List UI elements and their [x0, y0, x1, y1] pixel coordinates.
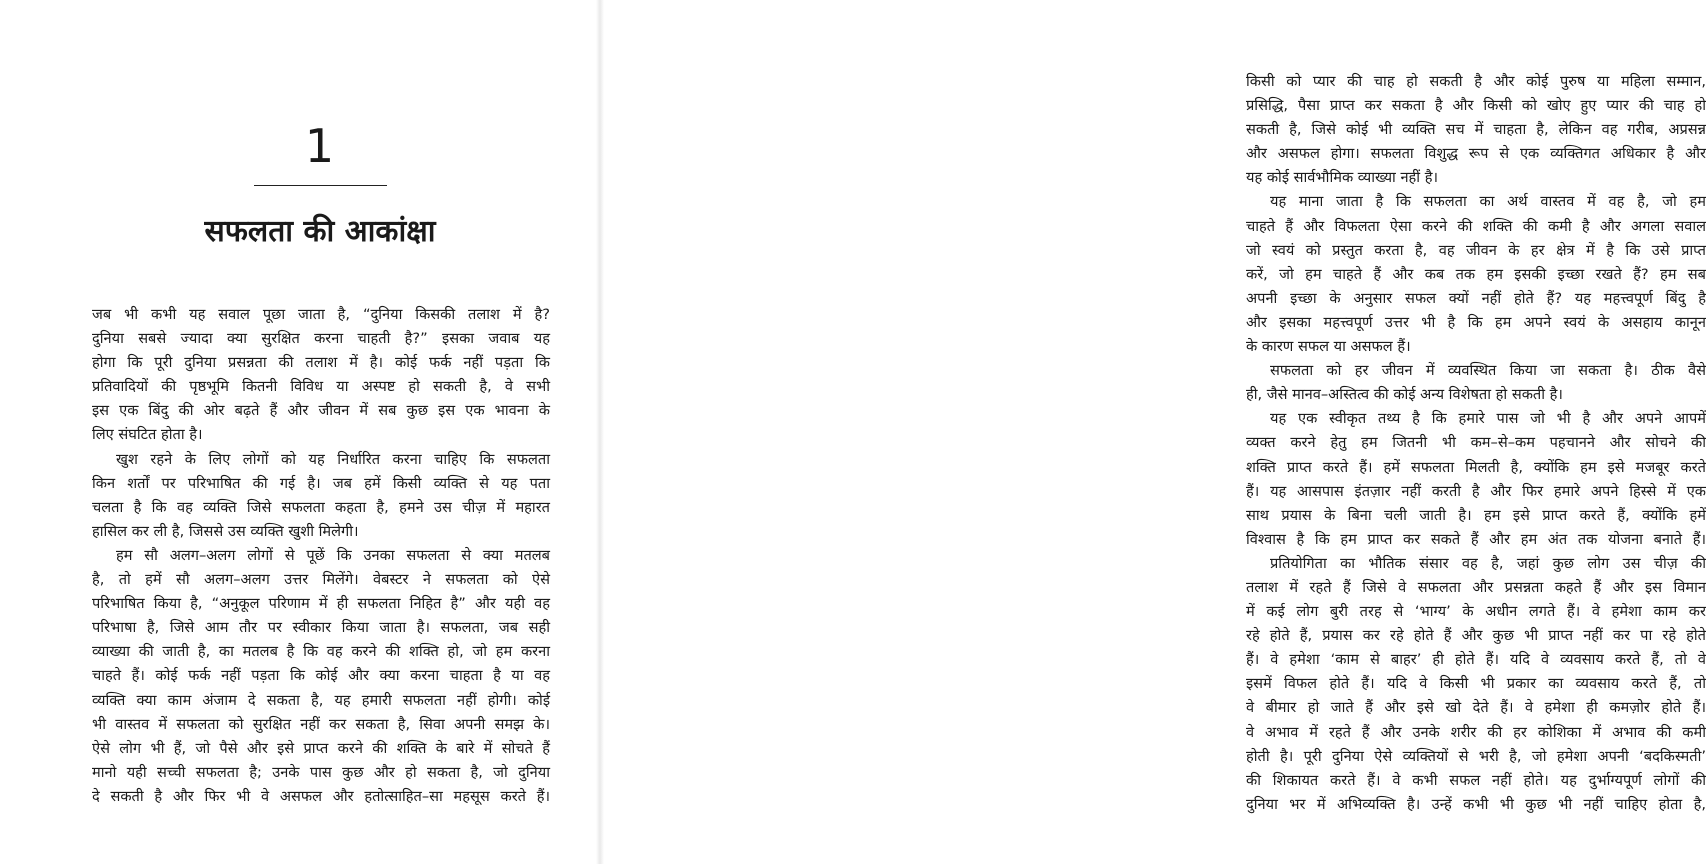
right-page [600, 0, 1706, 864]
text-line: में कई लोग बुरी तरह से ‘भाग्य’ के अधीन लगते हैं। वे हमेशा काम कर [1246, 603, 1706, 621]
text-line: सकती है, जिसे कोई भी व्यक्ति सच में चाहता है, लेकिन वह गरीब, अप्रसन्न [1246, 121, 1706, 139]
text-line: अपनी इच्छा के अनुसार सफल क्यों नहीं होते हैं? यह महत्त्वपूर्ण बिंदु है [1246, 289, 1706, 307]
text-line: व्यक्ति क्या काम अंजाम दे सकता है, यह हमारी सफलता नहीं होगी। कोई [92, 691, 550, 709]
text-line: मानो यही सच्ची सफलता है; उनके पास कुछ और हो सकता है, जो दुनिया [92, 763, 550, 781]
text-line: हम सौ अलग–अलग लोगों से पूछें कि उनका सफलता से क्या मतलब [116, 546, 550, 564]
text-line: वे अभाव में रहते हैं और उनके शरीर की हर कोशिका में अभाव की कमी [1246, 723, 1706, 741]
text-line: की शिकायत करते हैं। वे कभी सफल नहीं होते। यह दुर्भाग्यपूर्ण लोगों की [1246, 771, 1706, 789]
text-line: परिभाषित किया है, “अनुकूल परिणाम में ही सफलता निहित है” और यही वह [92, 595, 550, 613]
text-line: और असफल होगा। सफलता विशुद्ध रूप से एक व्यक्तिगत अधिकार है और [1246, 145, 1706, 163]
text-line: यह एक स्वीकृत तथ्य है कि हमारे पास जो भी है और अपने आपमें [1270, 410, 1706, 428]
text-line: हासिल कर ली है, जिससे उस व्यक्ति खुशी मिलेगी। [92, 522, 359, 540]
text-line: प्रतियोगिता का भौतिक संसार वह है, जहां कुछ लोग उस चीज़ की [1270, 554, 1706, 572]
text-line: दुनिया सबसे ज्यादा क्या सुरक्षित करना चाहती है?” इसका जवाब यह [92, 330, 550, 348]
right-body-text [1246, 70, 1706, 817]
text-line: विश्वास है कि हम प्राप्त कर सकते हैं और हम अंत तक योजना बनाते हैं। [1246, 530, 1706, 548]
text-line: प्रतिवादियों की पृष्ठभूमि कितनी विविध या अस्पष्ट हो सकती है, वे सभी [92, 378, 550, 396]
text-line: व्याख्या की जाती है, का मतलब है कि वह करने की शक्ति हो, जो हम करना [92, 643, 550, 661]
text-line: है, तो हमें सौ अलग–अलग उत्तर मिलेंगे। वेबस्टर ने सफलता को ऐसे [92, 571, 550, 589]
left-page [0, 0, 600, 864]
left-body-text [92, 303, 550, 809]
text-line: लिए संघटित होता है। [92, 426, 203, 444]
text-line: दे सकती है और फिर भी वे असफल और हतोत्साहित–सा महसूस करते हैं। [92, 787, 550, 805]
text-line: यह कोई सार्वभौमिक व्याख्या नहीं है। [1246, 169, 1439, 187]
text-line: किन शर्तों पर परिभाषित की गई है। जब हमें किसी व्यक्ति से यह पता [92, 474, 550, 492]
text-line: चलता है कि वह व्यक्ति जिसे सफलता कहता है, हमने उस चीज़ में महारत [92, 498, 550, 516]
text-line: होगा कि पूरी दुनिया प्रसन्नता की तलाश में है। कोई फर्क नहीं पड़ता कि [92, 354, 550, 372]
chapter-number: 1 [304, 119, 336, 173]
text-line: साथ प्रयास के बिना चली जाती है। हम इसे प्राप्त करते हैं, क्योंकि हमें [1246, 506, 1706, 524]
text-line: शक्ति प्राप्त करते हैं। हमें सफलता मिलती है, क्योंकि हम इसे मजबूर करते [1246, 458, 1706, 476]
text-line: प्रसिद्धि, पैसा प्राप्त कर सकता है और किसी को खोए हुए प्यार की चाह हो [1246, 97, 1706, 115]
text-line: वे बीमार हो जाते हैं और इसे खो देते हैं। वे हमेशा ही कमज़ोर होते हैं। [1246, 699, 1706, 717]
text-line: रहे होते हैं, प्रयास कर रहे होते हैं और कुछ भी प्राप्त नहीं कर पा रहे होते [1246, 627, 1706, 645]
text-line: किसी को प्यार की चाह हो सकती है और कोई पुरुष या महिला सम्मान, [1246, 73, 1706, 90]
text-line: परिभाषा है, जिसे आम तौर पर स्वीकार किया जाता है। सफलता, जब सही [92, 619, 550, 637]
text-line: करें, जो हम चाहते हैं और कब तक हम इसकी इच्छा रखते हैं? हम सब [1246, 265, 1706, 283]
text-line: सफलता को हर जीवन में व्यवस्थित किया जा सकता है। ठीक वैसे [1270, 362, 1706, 380]
text-line: तलाश में रहते हैं जिसे वे सफलता और प्रसन्नता कहते हैं और इस विमान [1246, 578, 1706, 596]
text-line: खुश रहने के लिए लोगों को यह निर्धारित करना चाहिए कि सफलता [116, 450, 550, 468]
text-line: यह माना जाता है कि सफलता का अर्थ वास्तव में वह है, जो हम [1270, 193, 1706, 211]
text-line: चाहते हैं और विफलता ऐसा करने की शक्ति की कमी है और अगला सवाल [1246, 217, 1706, 235]
text-line: चाहते हैं। कोई फर्क नहीं पड़ता कि कोई और क्या करना चाहता है या वह [92, 667, 550, 685]
text-line: हैं। यह आसपास इंतज़ार नहीं करती है और फिर हमारे अपने हिस्से में एक [1246, 482, 1706, 500]
text-line: इस एक बिंदु की ओर बढ़ते हैं और जीवन में सब कुछ इस एक भावना के [92, 402, 550, 420]
text-line: ही, जैसे मानव–अस्तित्व की कोई अन्य विशेषता हो सकती है। [1246, 386, 1563, 404]
text-line: इसमें विफल होते हैं। यदि वे किसी भी प्रकार का व्यवसाय करते हैं, तो [1246, 675, 1706, 693]
text-line: व्यक्त करने हेतु हम जितनी भी कम–से–कम पहचानने और सोचने की [1246, 434, 1706, 452]
text-line: ऐसे लोग भी हैं, जो पैसे और इसे प्राप्त करने की शक्ति के बारे में सोचते हैं [92, 739, 550, 757]
text-line: भी वास्तव में सफलता को सुरक्षित नहीं कर सकता है, सिवा अपनी समझ के। [92, 715, 550, 733]
text-line: हैं। वे हमेशा ‘काम से बाहर’ ही होते हैं। यदि वे व्यवसाय करते हैं, तो वे [1246, 651, 1706, 669]
text-line: होती है। पूरी दुनिया ऐसे व्यक्तियों से भरी है, जो हमेशा अपनी ‘बदकिस्मती’ [1246, 747, 1706, 765]
chapter-divider [254, 185, 387, 186]
text-line: दुनिया भर में अभिव्यक्ति है। उन्हें कभी भी कुछ भी नहीं चाहिए होता है, [1246, 795, 1706, 813]
text-line: जो स्वयं को प्रस्तुत करता है, वह जीवन के हर क्षेत्र में है कि उसे प्राप्त [1246, 241, 1706, 259]
text-line: जब भी कभी यह सवाल पूछा जाता है, “दुनिया किसकी तलाश में है? [92, 306, 550, 323]
chapter-title: सफलता की आकांक्षा [204, 214, 436, 249]
text-line: के कारण सफल या असफल हैं। [1246, 338, 1411, 356]
text-line: और इसका महत्त्वपूर्ण उत्तर भी है कि हम अपने स्वयं के असहाय कानून [1246, 313, 1706, 331]
